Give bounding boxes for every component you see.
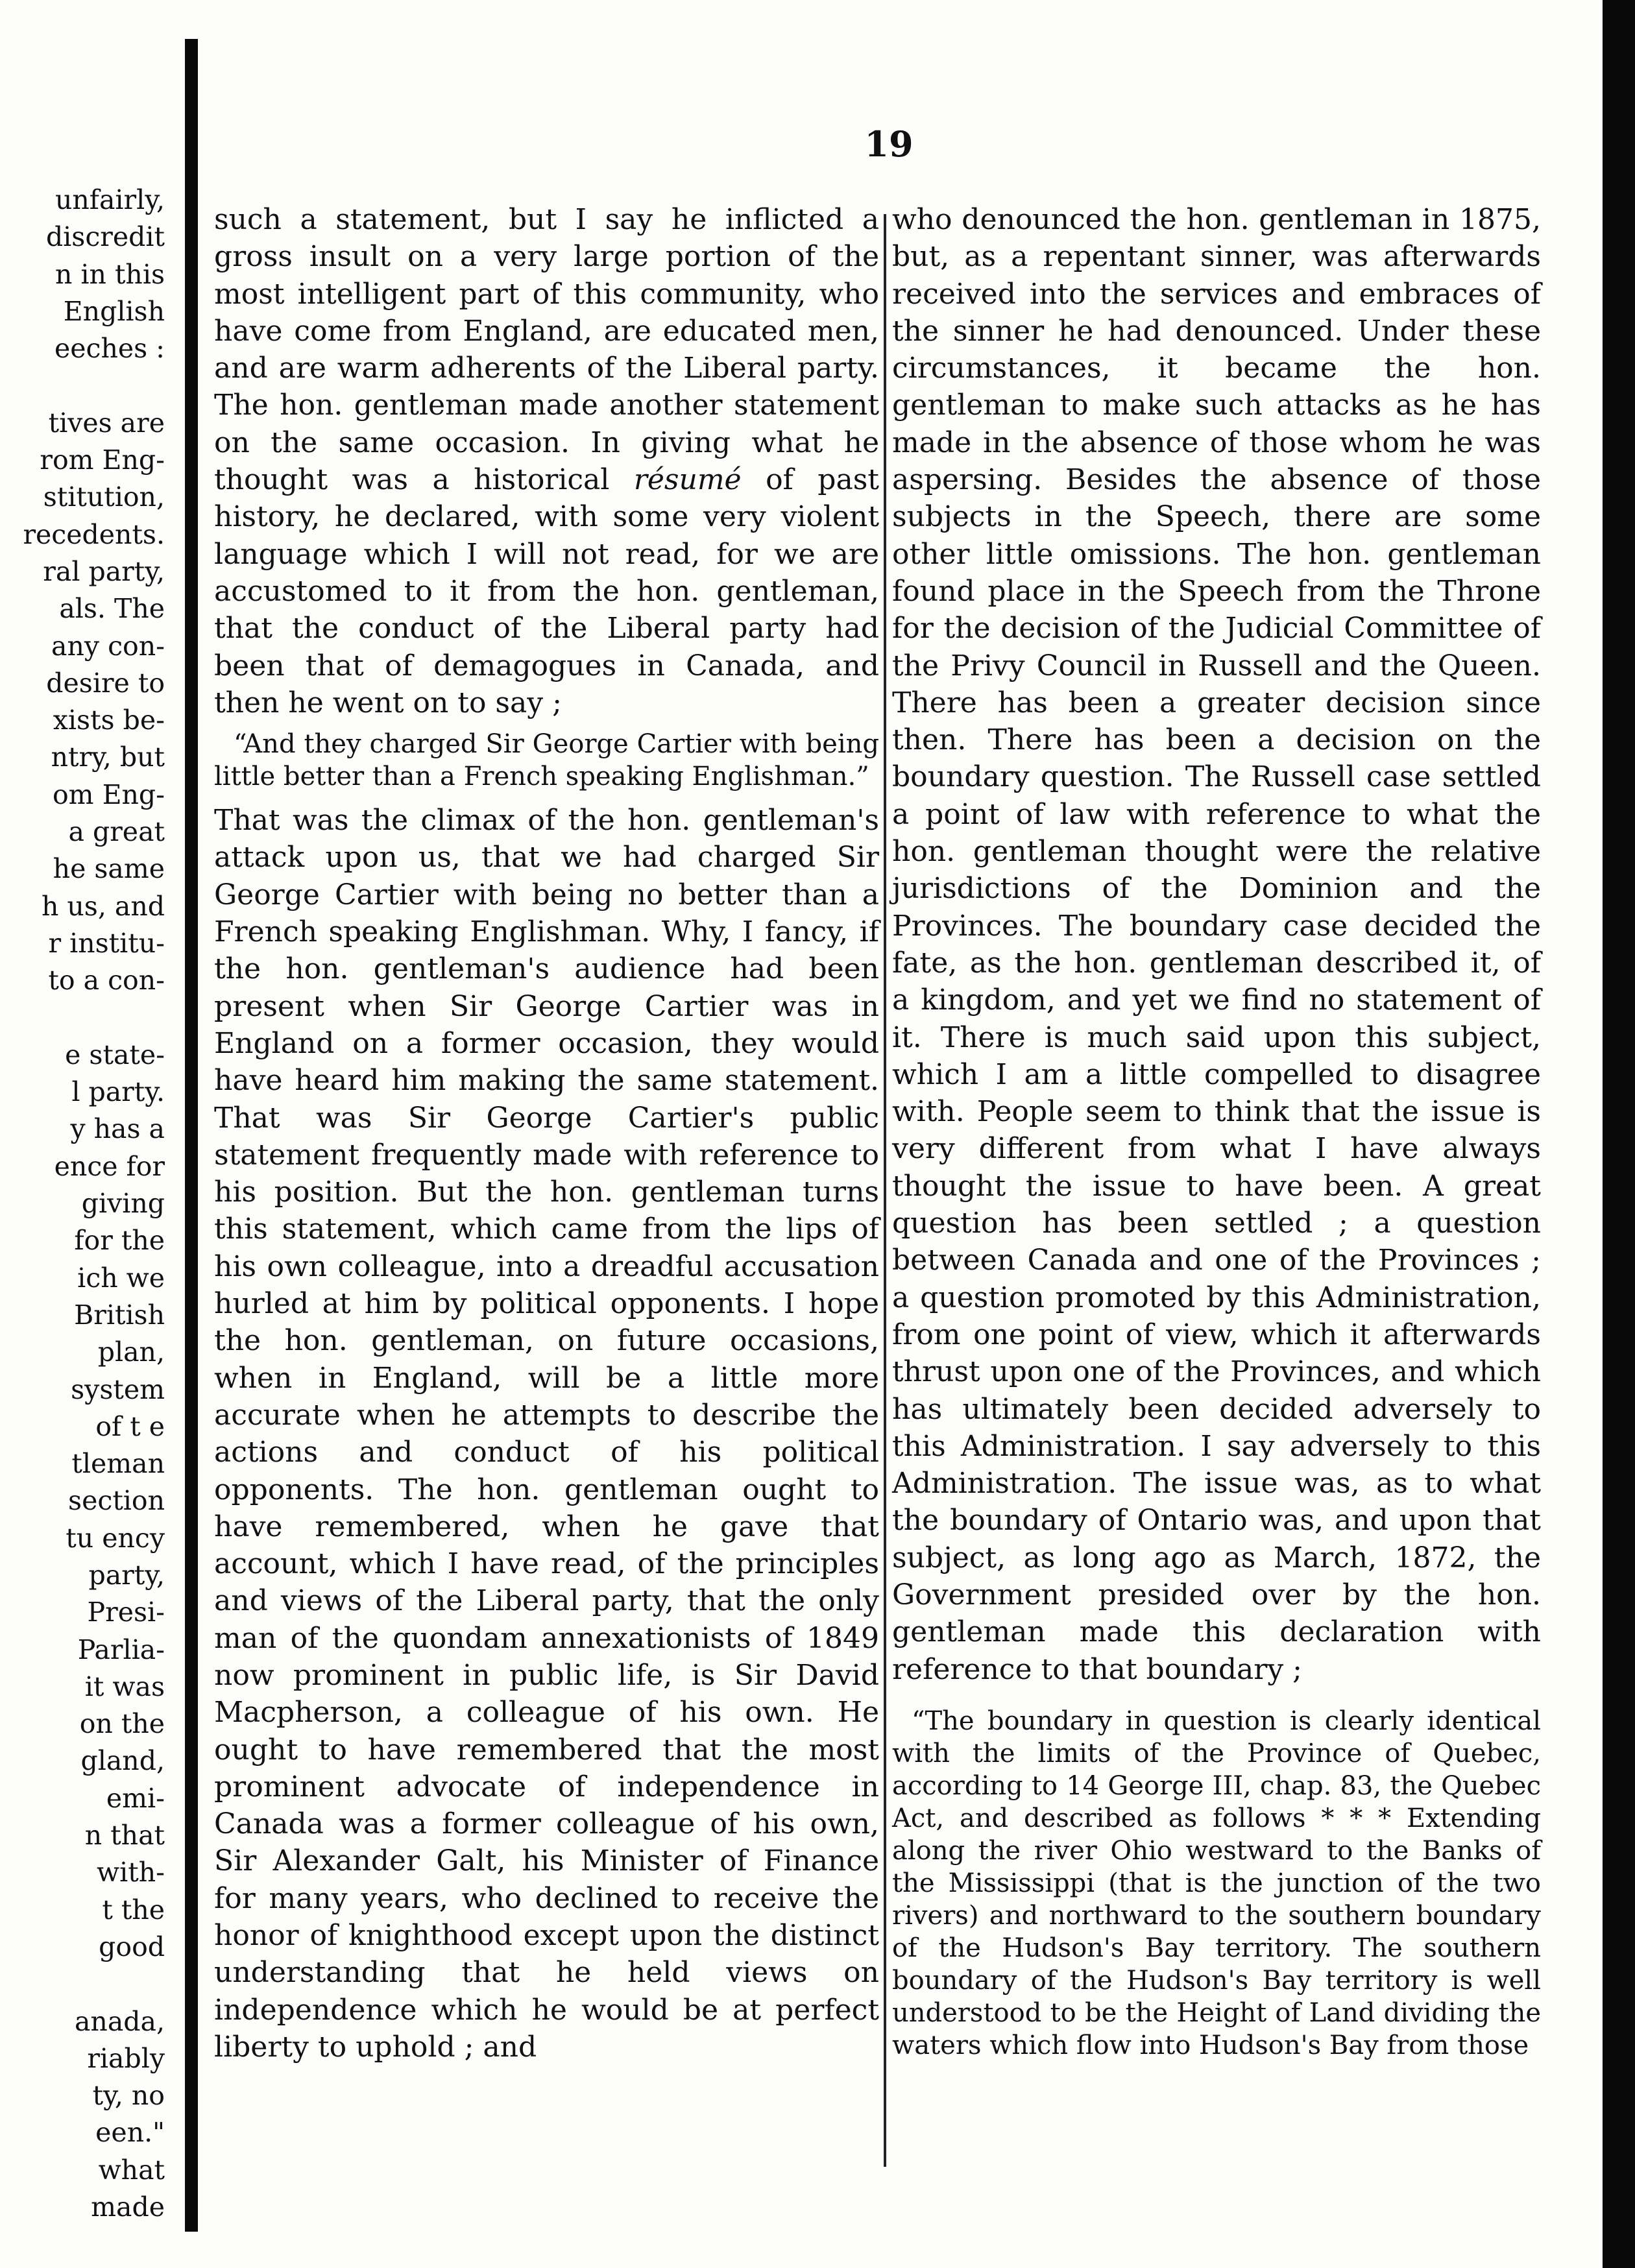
fragment-line: English bbox=[63, 295, 165, 327]
fragment-line: section bbox=[68, 1485, 165, 1517]
fragment-line: recedents. bbox=[23, 518, 165, 550]
fragment-line: on the bbox=[79, 1708, 165, 1740]
fragment-line: riably bbox=[87, 2042, 165, 2074]
fragment-line: h us, and bbox=[41, 890, 165, 922]
previous-page-fragment bbox=[0, 182, 174, 2223]
fragment-line: of t e bbox=[95, 1410, 165, 1442]
fragment-line: ntry, but bbox=[51, 742, 165, 773]
fragment-line: stitution, bbox=[43, 481, 165, 513]
fragment-line: made bbox=[91, 2191, 165, 2223]
fragment-line: t the bbox=[102, 1894, 165, 1925]
fragment-line: anada, bbox=[74, 2005, 165, 2037]
fragment-line: British bbox=[74, 1299, 165, 1331]
fragment-line: ich we bbox=[77, 1262, 165, 1294]
fragment-line: desire to bbox=[46, 667, 165, 699]
block-quote: “And they charged Sir George Cartier with being little better than a French speaking Englishman.” bbox=[214, 729, 879, 792]
fragment-line: y has a bbox=[70, 1113, 165, 1145]
fragment-line: n in this bbox=[54, 258, 165, 290]
block-quote: “The boundary in question is clearly identical with the limits of the Province of Quebec, according to 14 George III, chap. 83, the Quebec Act, and described as follows * * * Extending along the river Ohio westward to the Banks of the Mississippi (that is the junction of the two rivers) and northward to the southern boundary of the Hudson's Bay territory. The southern boundary of the Hudson's Bay territory is well understood to be the Height of Land dividing the waters which flow into Hudson's Bay from those bbox=[892, 1706, 1541, 2060]
text-column-right bbox=[892, 201, 1541, 2071]
fragment-line: system bbox=[71, 1373, 165, 1405]
paragraph-text: of past history, he declared, with some very violent language which I will not read, for we are accustomed to it from the hon. gentleman, that the conduct of the Liberal party had been that of demagogues in Canada, and then he went on to say ; bbox=[214, 463, 879, 719]
binding-gutter bbox=[185, 39, 198, 2232]
fragment-line: e state- bbox=[65, 1039, 165, 1070]
paragraph bbox=[214, 201, 879, 721]
fragment-line bbox=[0, 1966, 174, 2003]
paragraph: who denounced the hon. gentleman in 1875, but, as a repentant sinner, was afterwards received into the services and embraces of the sinner he had denounced. Under these circumstances, it became the hon. gentleman to make such attacks as he has made in the absence of those whom he was aspersing. Besides the absence of those subjects in the Speech, there are some other little omissions. The hon. gentleman found place in the Speech from the Throne for the decision of the Judicial Committee of the Privy Council in Russell and the Queen. There has been a greater decision since then. There has been a decision on the boundary question. The Russell case settled a point of law with reference to what the hon. gentleman thought were the relative jurisdictions of the Dominion and the Provinces. The boundary case decided the fate, as the hon. gentleman described it, of a kingdom, and yet we find no statement of it. There is much said upon this subject, which I am a little compelled to disagree with. People seem to think that the issue is very different from what I have always thought the issue to have been. A great question has been settled ; a question between Canada and one of the Provinces ; a question promoted by this Administration, from one point of view, which it afterwards thrust upon one of the Provinces, and which has ultimately been decided adversely to this Administration. I say adversely to this Administration. The issue was, as to what the boundary of Ontario was, and upon that subject, as long ago as March, 1872, the Government presided over by the hon. gentleman made this declaration with reference to that boundary ; bbox=[892, 203, 1541, 1686]
fragment-line: ence for bbox=[54, 1150, 165, 1182]
fragment-line: tives are bbox=[48, 407, 165, 439]
fragment-line: ral party, bbox=[43, 555, 165, 587]
fragment-line: discredit bbox=[45, 221, 165, 253]
fragment-line bbox=[0, 367, 174, 404]
fragment-line bbox=[0, 1000, 174, 1037]
fragment-line: rom Eng- bbox=[40, 444, 165, 476]
fragment-line: een." bbox=[95, 2117, 165, 2149]
fragment-line: eeches : bbox=[54, 333, 165, 365]
fragment-line: xists be- bbox=[53, 705, 165, 736]
text-column-left bbox=[214, 201, 879, 2066]
page-edge bbox=[1603, 0, 1635, 2268]
fragment-line: plan, bbox=[97, 1336, 165, 1368]
fragment-line: for the bbox=[74, 1225, 165, 1257]
fragment-line: gland, bbox=[80, 1745, 165, 1777]
fragment-line: l party. bbox=[71, 1076, 165, 1108]
fragment-line: it was bbox=[84, 1671, 165, 1702]
fragment-line: good bbox=[99, 1931, 165, 1962]
fragment-line: r institu- bbox=[48, 927, 165, 959]
italic-term: résumé bbox=[633, 463, 742, 497]
page-number: 19 bbox=[864, 123, 914, 165]
fragment-line: als. The bbox=[59, 593, 165, 625]
fragment-line: om Eng- bbox=[52, 778, 165, 810]
fragment-line: emi- bbox=[106, 1782, 165, 1814]
fragment-line: party, bbox=[88, 1559, 165, 1591]
fragment-line: any con- bbox=[51, 630, 165, 662]
fragment-line: Parlia- bbox=[77, 1634, 165, 1665]
fragment-line: ty, no bbox=[92, 2080, 165, 2112]
fragment-line: unfairly, bbox=[54, 184, 165, 215]
paragraph-text: such a statement, but I say he inflicted a gross insult on a very large portion of the most intelligent part of this community, who have come from England, are educated men, and are warm adherents of the Liberal party. The hon. gentleman made another statement on the same occasion. In giving what he thought was a historical bbox=[214, 203, 879, 497]
fragment-line: Presi- bbox=[87, 1597, 165, 1628]
fragment-line: to a con- bbox=[48, 965, 165, 996]
fragment-line: a great bbox=[68, 816, 165, 848]
fragment-line: tleman bbox=[71, 1448, 165, 1480]
fragment-line: with- bbox=[97, 1857, 165, 1888]
fragment-line: what bbox=[98, 2154, 165, 2186]
column-divider bbox=[884, 214, 886, 2167]
fragment-line: n that bbox=[84, 1820, 165, 1852]
fragment-line: he same bbox=[53, 853, 165, 885]
fragment-line: tu ency bbox=[66, 1522, 165, 1554]
paragraph: That was the climax of the hon. gentleman's attack upon us, that we had charged Sir George Cartier with being no better than a French speaking Englishman. Why, I fancy, if the hon. gentleman's audience had been present when Sir George Cartier was in England on a former occasion, they would have heard him making the same statement. That was Sir George Cartier's public statement frequently made with reference to his position. But the hon. gentleman turns this statement, which came from the lips of his own colleague, into a dreadful accusation hurled at him by political opponents. I hope the hon. gentleman, on future occasions, when in England, will be a little more accurate when he attempts to describe the actions and conduct of his political opponents. The hon. gentleman ought to have remembered, when he gave that account, which I have read, of the principles and views of the Liberal party, that the only man of the quondam annexationists of 1849 now prominent in public life, is Sir David Macpherson, a colleague of his own. He ought to have remembered that the most prominent advocate of independence in Canada was a former colleague of his own, Sir Alexander Galt, his Minister of Finance for many years, who declined to receive the honor of knighthood except upon the distinct understanding that he held views on independence which he would be at perfect liberty to uphold ; and bbox=[214, 804, 879, 2064]
fragment-line: giving bbox=[81, 1188, 165, 1220]
